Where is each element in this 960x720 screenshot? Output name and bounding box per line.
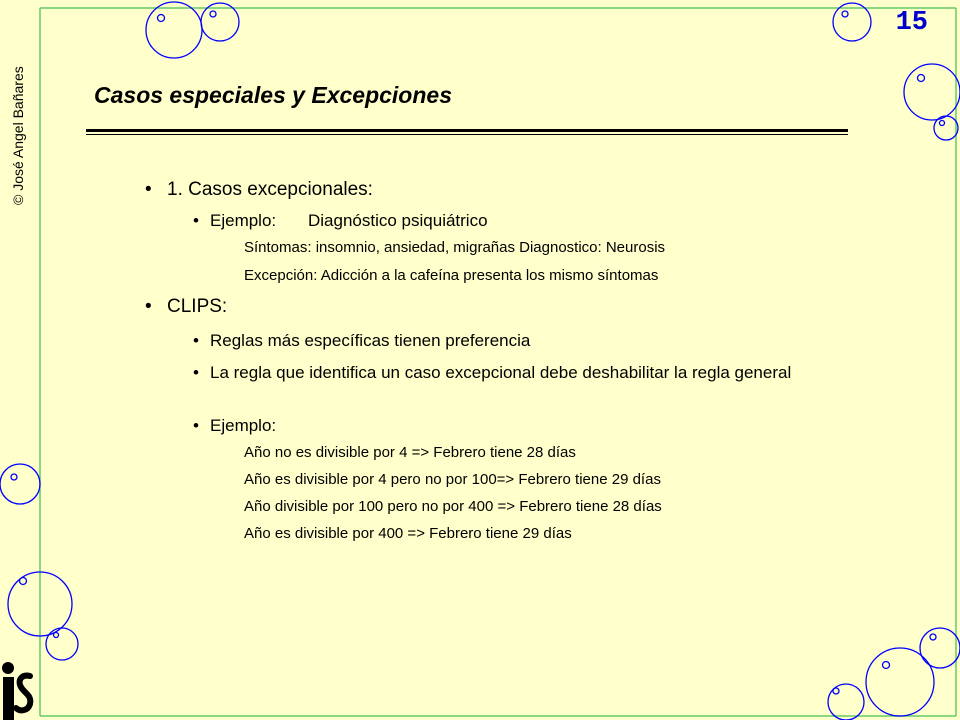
example-value: Diagnóstico psiquiátrico (308, 211, 488, 230)
sub-bullet-dot: • (193, 331, 199, 350)
rule-example-line: Año divisible por 100 pero no por 400 => Febrero tiene 28 días (244, 498, 662, 515)
sub-bullet-reglas (193, 331, 530, 351)
bubble-dot (158, 15, 165, 22)
sub-bullet-dot: • (193, 211, 199, 230)
title-divider-thin (86, 134, 848, 135)
sub-bullet-ejemplo-clips (193, 416, 276, 436)
bubble-dot (11, 474, 17, 480)
rule-example-line: Año es divisible por 400 => Febrero tiene 29 días (244, 525, 572, 542)
bubble-dot (54, 633, 59, 638)
bubble-dot (20, 578, 27, 585)
bubble (146, 2, 202, 58)
bullet-clips (145, 296, 227, 318)
bubble-dot (833, 688, 839, 694)
sub-bullet-dot: • (193, 416, 199, 435)
bullet-text: CLIPS: (167, 296, 228, 317)
example-line: Síntomas: insomnio, ansiedad, migrañas Diagnostico: Neurosis (244, 239, 666, 256)
example-label: Ejemplo: (210, 211, 277, 230)
bubble-dot (842, 11, 848, 17)
bullet-dot: • (145, 179, 152, 200)
rule-example-line: Año es divisible por 4 pero no por 100=> Febrero tiene 29 días (244, 471, 661, 488)
sub-bullet-text: La regla que identifica un caso excepcional debe deshabilitar la regla general (210, 363, 792, 382)
bubble-dot (930, 634, 936, 640)
copyright-notice: © José Angel Bañares (10, 66, 26, 205)
sub-bullet-text: Ejemplo: (210, 416, 277, 435)
example-line: Excepción: Adicción a la cafeína presenta los mismo síntomas (244, 267, 659, 284)
bullet-casos-excepcionales (145, 179, 373, 201)
bubble-dot (210, 11, 216, 17)
title-divider-thick (86, 129, 848, 132)
bubble (46, 628, 78, 660)
rule-example-line: Año no es divisible por 4 => Febrero tiene 28 días (244, 444, 576, 461)
bubble (934, 116, 958, 140)
bubble-dot (883, 662, 890, 669)
bubble (0, 464, 40, 504)
sub-bullet-text: Reglas más específicas tienen preferencia (210, 331, 531, 350)
bubble (904, 64, 960, 120)
bubble-dot (918, 75, 925, 82)
bubble (866, 648, 934, 716)
bubble-dot (940, 121, 945, 126)
sub-bullet-dot: • (193, 363, 199, 382)
slide-title: Casos especiales y Excepciones (94, 82, 452, 108)
logo-is-icon (0, 660, 40, 720)
bullet-dot: • (145, 296, 152, 317)
page-number: 15 (895, 8, 928, 38)
bubble (920, 628, 960, 668)
sub-bullet-regla-excepcional (193, 363, 825, 383)
sub-bullet-ejemplo (193, 211, 488, 231)
bullet-text: 1. Casos excepcionales: (167, 179, 373, 200)
